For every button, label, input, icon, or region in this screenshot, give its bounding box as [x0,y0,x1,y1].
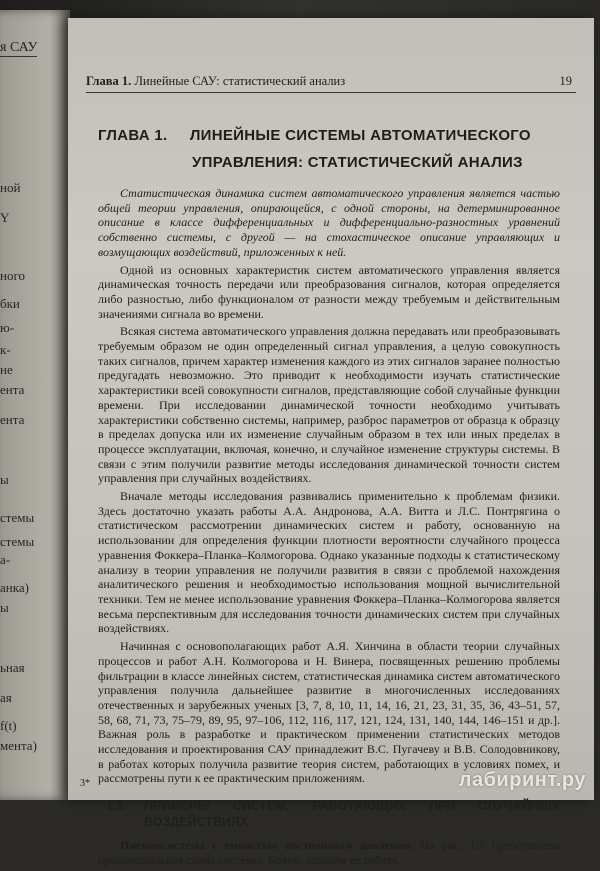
chapter-title [98,122,568,176]
left-page-fragment: не [0,362,13,377]
paragraph-6-lead: Пневмосистема с емкостью постоянного давления. [120,838,413,853]
page-number: 19 [559,74,572,88]
watermark-logo: лабиринт.ру [458,769,586,791]
left-page-fragment: ного [0,268,25,283]
left-page-fragment: ента [0,412,25,427]
chapter-title-line-1: ГЛАВА 1. ЛИНЕЙНЫЕ СИСТЕМЫ АВТОМАТИЧЕСКОГО [98,127,531,144]
left-page-fragment: ю- [0,320,15,335]
paragraph-5: Начинная с основополагающих работ А.Я. Хинчина в области теории случайных процессов и работ А.Н. Колмогорова и Н. Винера, посвященных решению проблемы фильтрации в классе линейных систем, статистическая динамика систем автоматического управления получила дальнейшее развитие в многочисленных исследованиях отечественных и зарубежных ученых [3, 7, 8, 10, 11, 14, 16, 21, 23, 31, 35, 36, 43–51, 57, 58, 68, 71, 73, 75–79, 89, 95, 97–106, 112, 116, 117, 121, 124, 131, 140, 144, 146–151 и др.]. Важная роль в разработке и практическом применении статистических методов исследования и проектирования САУ принадлежит В.С. Пугачеву и В.В. Солодовникову, в работах которых получила развитие теория систем, работающих в условиях помех, и рассмотрены пути к ее практическим приложениям. [98,639,560,786]
book-page [68,18,594,867]
left-page-fragment: ьная [0,660,25,675]
left-page-fragment: а- [0,552,11,567]
left-page-fragment: ая [0,690,12,705]
running-head-title: Линейные САУ: статистический анализ [134,74,346,88]
left-page-fragment: стемы [0,534,35,549]
section-title: ПРИМЕРЫ СИСТЕМ, РАБОТАЮЩИХ ПРИ СЛУЧАЙНЫХ ВОЗДЕЙСТВИЯХ [144,799,560,830]
left-page-fragment: я САУ [0,40,38,55]
running-head [86,74,576,93]
left-page-fragment: ной [0,180,21,195]
paragraph-6 [98,838,560,867]
left-page-fragment: анка) [0,580,29,595]
left-page-fragment: к- [0,342,11,357]
page-body [98,186,560,871]
left-page-fragment: мента) [0,738,37,753]
section-number: 1.1. [106,799,127,814]
page-footer-mark: 3* [80,778,90,789]
running-head-chapter: Глава 1. [86,74,132,88]
paragraph-2: Одной из основных характеристик систем автоматического управления является динамическая точность передачи или преобразования сигналов, которая определяется либо разностью, либо функционалом от разности между требуемым и действительным значениями сигнала во времени. [98,262,560,321]
paragraph-6-text: На рис. 1.1 представлена принципиальная схема системы. Кратко опишем ее работу. [98,838,560,867]
chapter-title-line-2: УПРАВЛЕНИЯ: СТАТИСТИЧЕСКИЙ АНАЛИЗ [192,154,523,171]
left-page-fragment: ы [0,472,9,487]
left-page-fragment: бки [0,296,20,311]
left-page-fragment: Y [0,210,10,225]
left-page-fragment: стемы [0,510,35,525]
paragraph-4: Вначале методы исследования развивались применительно к проблемам физики. Здесь достаточно указать работы А.А. Андронова, А.А. Витта и Л.С. Понтрягина о статистическом рассмотрении динамических систем и работу, основанную на использовании для определения функции плотности вероятности случайного процесса уравнения Фоккера–Планка–Колмогорова. Однако указанные подходы к статистическому анализу в теории управления не получили развития в связи с проблемой нахождения аналитического решения и необходимостью использования мощной вычислительной техники. Тем не менее использование уравнения Фоккера–Планка–Колмогорова является весьма перспективным для исследования точности динамических систем при случайных воздействиях. [98,489,560,636]
section-heading [98,798,560,830]
left-page-fragment: f(t) [0,718,17,733]
left-page-fragment: ы [0,600,9,615]
paragraph-1: Статистическая динамика систем автоматического управления является частью общей теории управления, опирающейся, с одной стороны, на детерминированное описание в классе дифференциальных и дифференциально-разностных уравнений собственно системы, с другой — на стохастическое описание управляющих и возмущающих воздействий, приложенных к ней. [98,186,560,259]
previous-page-edge [0,10,70,800]
left-page-fragment: ента [0,382,25,397]
paragraph-3: Всякая система автоматического управления должна передавать или преобразовывать требуемым образом не один определенный сигнал управления, а целую совокупность таких сигналов, причем характер изменения каждого из этих сигналов заранее полностью предугадать невозможно. Это приводит к необходимости изучать статистические характеристики всей совокупности сигналов, представляющие собой случайные функции времени. При исследовании динамической точности необходимо учитывать характеристики собственно системы, например, разброс параметров от образца к образцу в пределах допуска или их изменение случайным образом в тех или иных пределах в процессе эксплуатации, включая, конечно, и случайное изменение структуры системы. В связи с этим получили развитие методы исследования динамической точности систем управления при случайных воздействиях. [98,324,560,486]
